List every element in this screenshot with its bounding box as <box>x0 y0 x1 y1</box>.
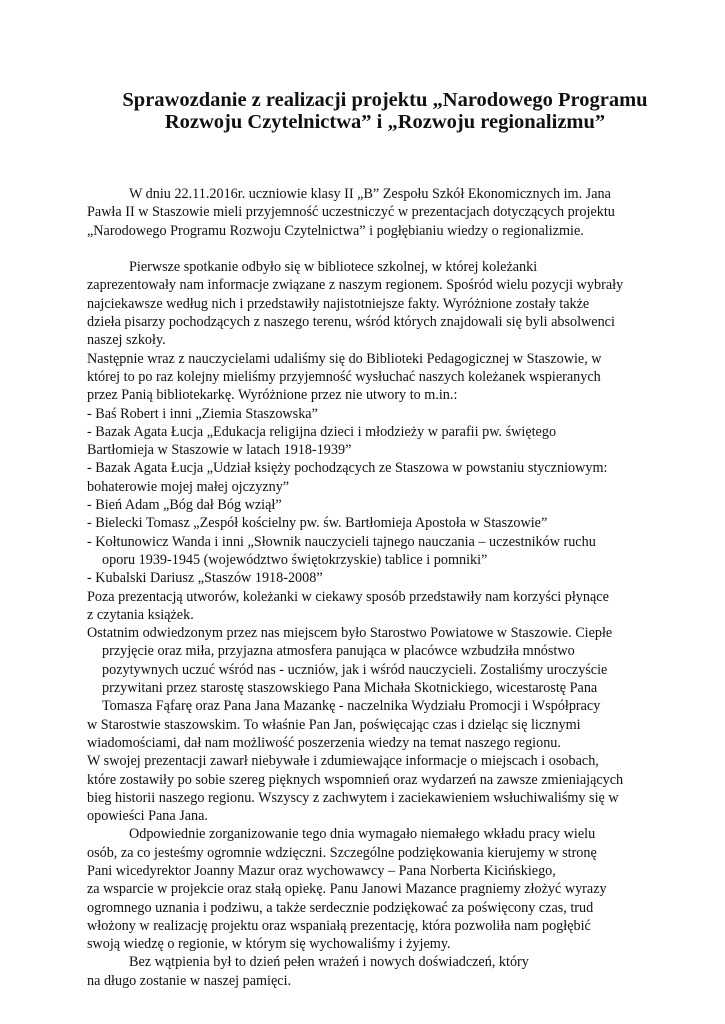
text-line: Pierwsze spotkanie odbyło się w bibliotece szkolnej, w której koleżanki <box>129 259 538 276</box>
text-line: Następnie wraz z nauczycielami udaliśmy się do Biblioteki Pedagogicznej w Staszowie, w <box>87 350 602 367</box>
text-line: z czytania książek. <box>87 606 194 623</box>
text-line: osób, za co jesteśmy ogromnie wdzięczni. Szczególne podziękowania kierujemy w stronę <box>87 844 597 861</box>
text-line: W dniu 22.11.2016r. uczniowie klasy II „B” Zespołu Szkół Ekonomicznych im. Jana <box>129 186 611 202</box>
text-line: za wsparcie w projekcie oraz stałą opiekę. Panu Janowi Mazance pragniemy złożyć wyrazy <box>87 881 607 898</box>
document-body <box>87 185 647 990</box>
list-item-continuation: bohaterowie mojej małej ojczyzny” <box>87 478 290 495</box>
text-line: dzieła pisarzy pochodzących z naszego terenu, wśród których znajdowali się byli absolwenci <box>87 314 615 331</box>
list-item: - Bazak Agata Łucja „Udział księży pochodzących ze Staszowa w powstaniu styczniowym: <box>87 460 608 477</box>
text-line: naszej szkoły. <box>87 332 166 349</box>
list-item: - Kołtunowicz Wanda i inni „Słownik nauczycieli tajnego nauczania – uczestników ruchu <box>87 533 596 550</box>
list-item: - Bielecki Tomasz „Zespół kościelny pw. św. Bartłomieja Apostoła w Staszowie” <box>87 515 548 532</box>
document-title-line-1: Sprawozdanie z realizacji projektu „Narodowego Programu <box>122 89 648 111</box>
list-item-continuation: oporu 1939-1945 (województwo świętokrzyskie) tablice i pomniki” <box>102 551 488 568</box>
text-line: przywitani przez starostę staszowskiego Pana Michała Skotnickiego, wicestarostę Pana <box>102 680 598 697</box>
list-item: - Kubalski Dariusz „Staszów 1918-2008” <box>87 570 323 587</box>
text-line: Bez wątpienia był to dzień pełen wrażeń i nowych doświadczeń, który <box>129 954 529 971</box>
text-line: Ostatnim odwiedzonym przez nas miejscem było Starostwo Powiatowe w Staszowie. Ciepłe <box>87 625 613 642</box>
document-title-line-2: Rozwoju Czytelnictwa” i „Rozwoju regionalizmu” <box>164 111 606 133</box>
list-item-continuation: Bartłomieja w Staszowie w latach 1918-1939” <box>87 442 352 459</box>
text-line: Odpowiednie zorganizowanie tego dnia wymagało niemałego wkładu pracy wielu <box>129 826 596 843</box>
text-line: Tomasza Fąfarę oraz Pana Jana Mazankę - naczelnika Wydziału Promocji i Współpracy <box>102 698 601 715</box>
text-line: które zostawiły po sobie szereg pięknych wspomnień oraz wydarzeń na zawsze zmieniających <box>87 771 624 788</box>
text-line: przyjęcie oraz miła, przyjazna atmosfera panująca w placówce wzbudziła mnóstwo <box>102 643 575 660</box>
list-item: - Bazak Agata Łucja „Edukacja religijna dzieci i młodzieży w parafii pw. świętego <box>87 423 557 440</box>
text-line: pozytywnych uczuć wśród nas - uczniów, jak i wśród nauczycieli. Zostaliśmy uroczyście <box>102 661 608 678</box>
text-line: „Narodowego Programu Rozwoju Czytelnictwa” i pogłębianiu wiedzy o regionalizmie. <box>87 222 584 239</box>
text-line: swoją wiedzę o regionie, w którym się wychowaliśmy i żyjemy. <box>87 936 451 953</box>
text-line: której to po raz kolejny mieliśmy przyjemność wysłuchać naszych koleżanek wspieranych <box>87 368 601 385</box>
text-line: ogromnego uznania i podziwu, a także serdecznie podziękować za poświęcony czas, trud <box>87 899 594 916</box>
text-line: włożony w realizację projektu oraz wspaniałą prezentację, która pozwoliła nam pogłębić <box>87 917 591 934</box>
text-line: w Starostwie staszowskim. To właśnie Pan Jan, poświęcając czas i dzieląc się licznymi <box>87 716 581 733</box>
text-line: bieg historii naszego regionu. Wszyscy z zachwytem i zaciekawieniem wsłuchiwaliśmy się w <box>87 789 619 806</box>
text-line: na długo zostanie w naszej pamięci. <box>87 972 292 989</box>
text-line: wiadomościami, dał nam możliwość poszerzenia wiedzy na temat naszego regionu. <box>87 734 561 751</box>
text-line: najciekawsze według nich i przedstawiły najistotniejsze fakty. Wyróżnione zostały także <box>87 295 590 312</box>
list-item: - Baś Robert i inni „Ziemia Staszowska” <box>87 405 318 422</box>
list-item: - Bień Adam „Bóg dał Bóg wziął” <box>87 497 282 514</box>
text-line: W swojej prezentacji zawarł niebywałe i zdumiewające informacje o miejscach i osobach, <box>87 753 599 770</box>
text-line: Pawła II w Staszowie mieli przyjemność uczestniczyć w prezentacjach dotyczących projektu <box>87 204 615 221</box>
text-line: Poza prezentacją utworów, koleżanki w ciekawy sposób przedstawiły nam korzyści płynące <box>87 588 609 605</box>
text-line: Pani wicedyrektor Joanny Mazur oraz wychowawcy – Pana Norberta Kicińskiego, <box>87 862 556 879</box>
text-line: zaprezentowały nam informacje związane z naszym regionem. Spośród wielu pozycji wybrały <box>87 277 624 294</box>
text-line: przez Panią bibliotekarkę. Wyróżnione przez nie utwory to m.in.: <box>87 387 458 404</box>
paragraph-gap <box>87 240 647 258</box>
text-line: opowieści Pana Jana. <box>87 808 208 825</box>
